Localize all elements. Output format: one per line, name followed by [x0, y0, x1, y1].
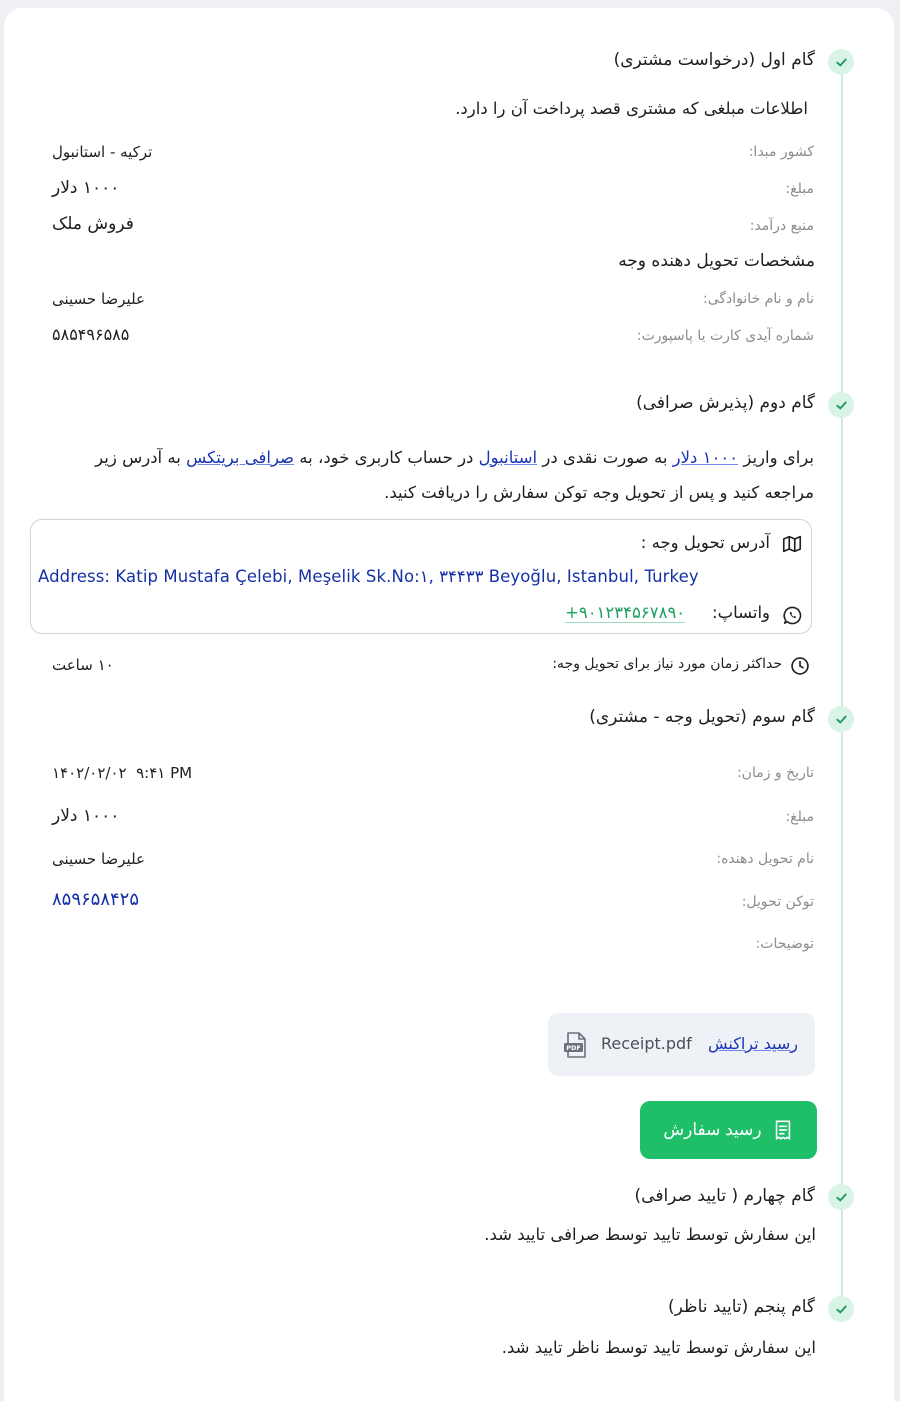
income-source-value: فروش ملک: [52, 214, 134, 234]
address-text: Address: Katip Mustafa Çelebi, Meşelik Sk.No:۱, ۳۴۴۳۳ Beyoğlu, Istanbul, Turkey: [38, 567, 699, 586]
receipt-file-name[interactable]: Receipt.pdf: [601, 1034, 692, 1053]
origin-country-label: کشور مبدا:: [748, 144, 814, 160]
date-time-value: ۱۴۰۲/۰۲/۰۲ ۹:۴۱ PM: [52, 764, 193, 782]
step-4-check-icon: [828, 1184, 854, 1210]
instruction-text: به آدرس زیر: [95, 448, 187, 467]
pdf-badge-text: PDF: [566, 1044, 581, 1053]
clock-icon: [790, 656, 810, 676]
income-source-label: منبع درآمد:: [749, 218, 814, 234]
step-2-title: گام دوم (پذیرش صرافی): [636, 393, 815, 413]
whatsapp-label: واتساپ:: [712, 603, 770, 622]
notes-label: توضیحات:: [755, 936, 814, 952]
deliverer-name-value: علیرضا حسینی: [52, 850, 146, 868]
instruction-text: در حساب کاربری خود، به: [294, 448, 479, 467]
order-receipt-button[interactable]: [640, 1101, 817, 1159]
step-4-title: گام چهارم ( تایید صرافی): [634, 1186, 815, 1206]
step-3-title: گام سوم (تحویل وجه - مشتری): [589, 707, 815, 727]
payer-details-heading: مشخصات تحویل دهنده وجه: [618, 251, 815, 271]
id-number-value: ۵۸۵۴۹۶۵۸۵: [52, 325, 130, 344]
amount-label: مبلغ:: [785, 181, 814, 197]
map-icon: [781, 533, 803, 555]
step-3-check-icon: [828, 706, 854, 732]
address-title: آدرس تحویل وجه :: [640, 533, 770, 552]
step-5-title: گام پنجم (تایید ناظر): [668, 1297, 815, 1317]
exchange-link[interactable]: صرافی بریتکس: [186, 448, 295, 467]
deliverer-name-label: نام تحویل دهنده:: [716, 851, 814, 867]
step-1-check-icon: [828, 49, 854, 75]
receipt-icon: [772, 1119, 794, 1141]
pdf-file-icon: [563, 1031, 589, 1059]
delivery-token-label: توکن تحویل:: [741, 894, 814, 910]
delivered-amount-label: مبلغ:: [785, 809, 814, 825]
origin-country-value: ترکیه - استانبول: [52, 143, 153, 161]
amount-value: ۱۰۰۰ دلار: [52, 178, 120, 198]
step-5-description: این سفارش توسط تایید توسط ناظر تایید شد.: [501, 1338, 816, 1357]
delivered-amount-value: ۱۰۰۰ دلار: [52, 806, 120, 826]
step-1-title: گام اول (درخواست مشتری): [613, 50, 815, 70]
step-5-check-icon: [828, 1296, 854, 1322]
step-2-check-icon: [828, 392, 854, 418]
instruction-text: برای واریز: [738, 448, 814, 467]
whatsapp-number-link[interactable]: +۹۰۱۲۳۴۵۶۷۸۹۰: [565, 603, 686, 622]
full-name-value: علیرضا حسینی: [52, 290, 146, 308]
max-time-value: ۱۰ ساعت: [52, 656, 114, 674]
whatsapp-icon: [781, 604, 803, 626]
transaction-receipt-link[interactable]: رسید تراکنش: [708, 1034, 799, 1053]
id-number-label: شماره آیدی کارت یا پاسپورت:: [636, 328, 814, 344]
step-4-description: این سفارش توسط تایید توسط صرافی تایید شد.: [484, 1225, 816, 1244]
order-receipt-button-label: رسید سفارش: [663, 1120, 762, 1139]
step-2-instruction-line-2: مراجعه کنید و پس از تحویل وجه توکن سفارش را دریافت کنید.: [384, 483, 814, 502]
delivery-token-value: ۸۵۹۶۵۸۴۲۵: [52, 889, 140, 910]
max-time-label: حداکثر زمان مورد نیاز برای تحویل وجه:: [552, 656, 782, 672]
step-1-description: اطلاعات مبلغی که مشتری قصد پرداخت آن را دارد.: [455, 99, 808, 118]
date-time-label: تاریخ و زمان:: [736, 765, 814, 781]
amount-link[interactable]: ۱۰۰۰ دلار: [672, 448, 739, 467]
full-name-label: نام و نام خانوادگی:: [703, 291, 814, 307]
city-link[interactable]: استانبول: [478, 448, 538, 467]
instruction-text: به صورت نقدی در: [537, 448, 673, 467]
timeline-line: [841, 62, 843, 1312]
step-2-instruction-line-1: [38, 440, 814, 475]
